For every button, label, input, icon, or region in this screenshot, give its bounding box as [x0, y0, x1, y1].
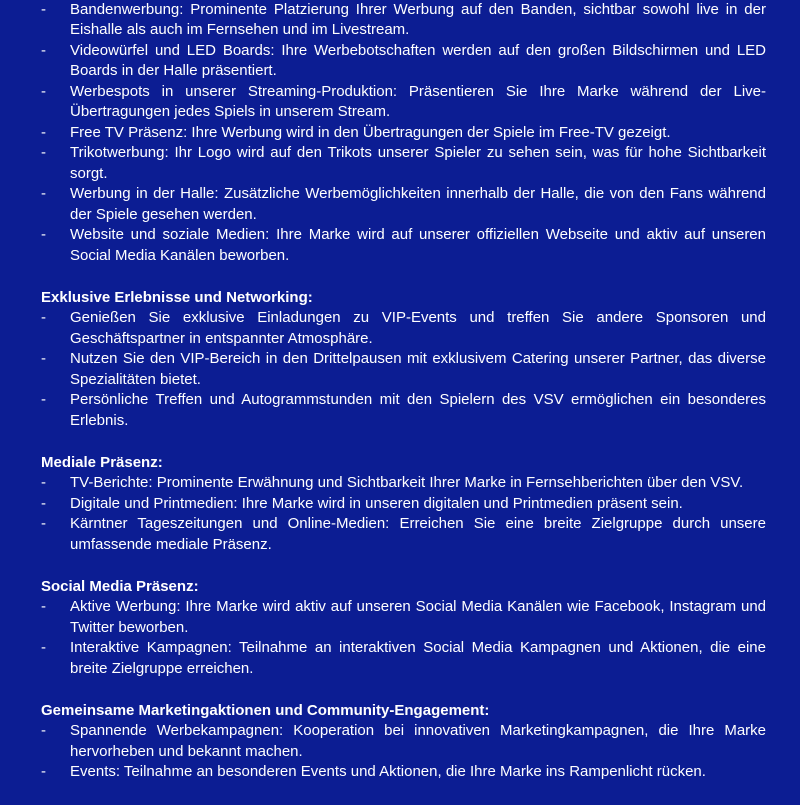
list-item: - Website und soziale Medien: Ihre Marke wird auf unserer offiziellen Webseite und aktiv auf unseren Social Media Kanälen beworben. [0, 225, 800, 266]
networking-list [0, 308, 800, 431]
section-heading: Exklusive Erlebnisse und Networking: [41, 289, 313, 306]
list-item: - Nutzen Sie den VIP-Bereich in den Drittelpausen mit exklusivem Catering unserer Partner, das diverse Spezialitäten bietet. [0, 349, 800, 390]
media-list [0, 473, 800, 555]
list-item: - Aktive Werbung: Ihre Marke wird aktiv auf unseren Social Media Kanälen wie Facebook, Instagram und Twitter beworben. [0, 597, 800, 638]
list-item: - Werbung in der Halle: Zusätzliche Werbemöglichkeiten innerhalb der Halle, die von den Fans während der Spiele gesehen werden. [0, 184, 800, 225]
list-item: - Trikotwerbung: Ihr Logo wird auf den Trikots unserer Spieler zu sehen sein, was für hohe Sichtbarkeit sorgt. [0, 143, 800, 184]
section-advertising [0, 0, 800, 266]
section-heading: Mediale Präsenz: [41, 454, 163, 471]
list-item: - Interaktive Kampagnen: Teilnahme an interaktiven Social Media Kampagnen und Aktionen, die eine breite Zielgruppe erreichen. [0, 638, 800, 679]
list-item: - TV-Berichte: Prominente Erwähnung und Sichtbarkeit Ihrer Marke in Fernsehberichten über den VSV. [0, 473, 800, 494]
social-media-list [0, 597, 800, 679]
list-item: - Kärntner Tageszeitungen und Online-Medien: Erreichen Sie eine breite Zielgruppe durch unsere umfassende mediale Präsenz. [0, 514, 800, 555]
marketing-list [0, 721, 800, 783]
section-media [0, 453, 800, 555]
list-item: - Spannende Werbekampagnen: Kooperation bei innovativen Marketingkampagnen, die Ihre Marke hervorheben und bekannt machen. [0, 721, 800, 762]
list-item: - Videowürfel und LED Boards: Ihre Werbebotschaften werden auf den großen Bildschirmen und LED Boards in der Halle präsentiert. [0, 41, 800, 82]
advertising-list [0, 0, 800, 266]
section-social-media [0, 577, 800, 679]
section-marketing [0, 701, 800, 783]
section-networking [0, 288, 800, 431]
list-item: - Werbespots in unserer Streaming-Produktion: Präsentieren Sie Ihre Marke während der Live-Übertragungen jedes Spiels in unserem Stream. [0, 82, 800, 123]
section-heading: Social Media Präsenz: [41, 578, 199, 595]
list-item: - Persönliche Treffen und Autogrammstunden mit den Spielern des VSV ermöglichen ein besonderes Erlebnis. [0, 390, 800, 431]
list-item: - Free TV Präsenz: Ihre Werbung wird in den Übertragungen der Spiele im Free-TV gezeigt. [0, 123, 800, 144]
section-heading: Gemeinsame Marketingaktionen und Community-Engagement: [41, 702, 490, 719]
list-item: - Bandenwerbung: Prominente Platzierung Ihrer Werbung auf den Banden, sichtbar sowohl live in der Eishalle als auch im Fernsehen und im Livestream. [0, 0, 800, 41]
list-item: - Genießen Sie exklusive Einladungen zu VIP-Events und treffen Sie andere Sponsoren und Geschäftspartner in entspannter Atmosphäre. [0, 308, 800, 349]
list-item: - Events: Teilnahme an besonderen Events und Aktionen, die Ihre Marke ins Rampenlicht rücken. [0, 762, 800, 783]
list-item: - Digitale und Printmedien: Ihre Marke wird in unseren digitalen und Printmedien präsent sein. [0, 494, 800, 515]
